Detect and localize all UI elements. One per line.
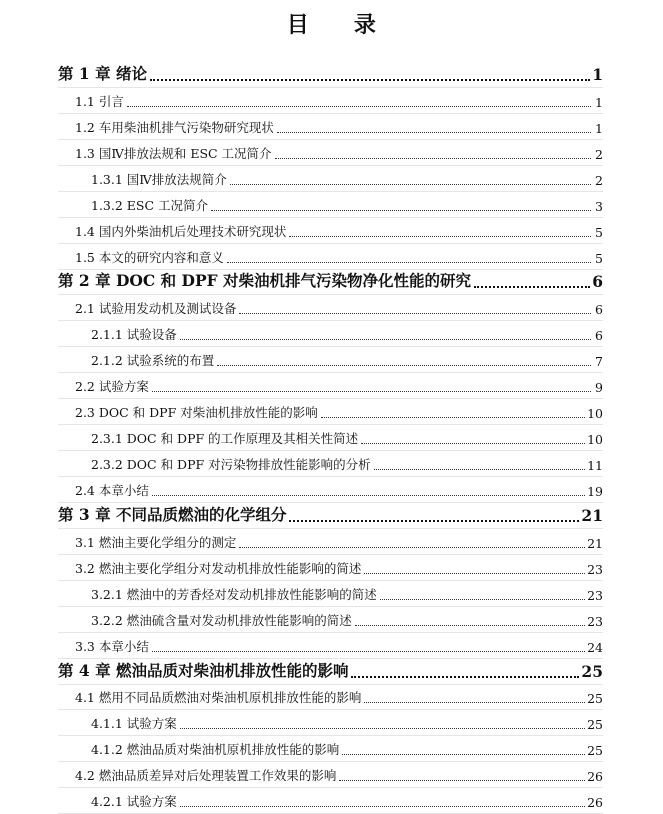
- toc-entry-label: 1.4 国内外柴油机后处理技术研究现状: [75, 223, 287, 239]
- dot-leader: [474, 286, 590, 288]
- toc-entry-page-number: 2: [595, 146, 603, 162]
- toc-entry[interactable]: [58, 555, 603, 581]
- toc-entry-label: 2.4 本章小结: [75, 482, 149, 498]
- toc-entry-page-number: 23: [587, 613, 603, 629]
- dot-leader: [239, 313, 591, 314]
- toc-entry-label: 2.3.1 DOC 和 DPF 的工作原理及其相关性简述: [91, 431, 359, 447]
- toc-entry[interactable]: [58, 373, 603, 399]
- dot-leader: [152, 651, 585, 652]
- toc-entry-page-number: 11: [587, 458, 603, 473]
- dot-leader: [217, 365, 591, 366]
- toc-entry[interactable]: [58, 295, 603, 321]
- dot-leader: [351, 676, 579, 678]
- dot-leader: [277, 132, 591, 133]
- toc-entry[interactable]: [58, 114, 603, 140]
- toc-entry[interactable]: [58, 710, 603, 736]
- toc-entry[interactable]: [58, 192, 603, 218]
- toc-entry[interactable]: [58, 140, 603, 166]
- dot-leader: [364, 702, 585, 703]
- toc-entry-page-number: 25: [587, 743, 603, 759]
- toc-entry[interactable]: [58, 88, 603, 114]
- toc-entry-label: 1.1 引言: [75, 93, 124, 109]
- dot-leader: [380, 599, 585, 600]
- dot-leader: [339, 780, 585, 781]
- toc-entry[interactable]: [58, 321, 603, 347]
- toc-entry-label: 第 1 章 绪论: [58, 63, 147, 83]
- dot-leader: [342, 754, 585, 755]
- dot-leader: [150, 79, 590, 81]
- toc-entry-label: 4.1.1 试验方案: [91, 716, 177, 732]
- toc-entry-label: 4.1 燃用不同品质燃油对柴油机原机排放性能的影响: [75, 690, 362, 706]
- toc-entry-page-number: 19: [587, 483, 603, 499]
- dot-leader: [227, 262, 591, 263]
- dot-leader: [180, 728, 585, 729]
- toc-entry-page-number: 24: [587, 639, 603, 655]
- toc-entry-page-number: 2: [595, 172, 603, 188]
- toc-entry-label: 1.3.1 国Ⅳ排放法规简介: [91, 171, 227, 187]
- toc-entry-label: 3.2.1 燃油中的芳香烃对发动机排放性能影响的简述: [91, 586, 377, 602]
- toc-entry-page-number: 26: [587, 769, 603, 785]
- toc-entry-page-number: 7: [595, 354, 603, 370]
- toc-entry[interactable]: [58, 581, 603, 607]
- dot-leader: [275, 158, 591, 159]
- toc-entry-label: 1.2 车用柴油机排气污染物研究现状: [75, 119, 274, 135]
- toc-entry[interactable]: [58, 347, 603, 373]
- toc-entry-page-number: 23: [587, 561, 603, 577]
- toc-entry[interactable]: [58, 166, 603, 192]
- dot-leader: [127, 106, 591, 107]
- toc-entry[interactable]: [58, 762, 603, 788]
- toc-entry-page-number: 5: [595, 224, 603, 240]
- toc-entry[interactable]: [58, 633, 603, 659]
- toc-entry-page-number: 25: [581, 661, 603, 681]
- toc-entry-label: 1.3 国Ⅳ排放法规和 ESC 工况简介: [75, 145, 272, 161]
- dot-leader: [361, 443, 585, 444]
- toc-entry-label: 2.3 DOC 和 DPF 对柴油机排放性能的影响: [75, 405, 318, 421]
- toc-entry-label: 2.3.2 DOC 和 DPF 对污染物排放性能影响的分析: [91, 457, 371, 472]
- toc-entry-label: 4.1.2 燃油品质对柴油机原机排放性能的影响: [91, 742, 340, 758]
- toc-entry-label: 第 3 章 不同品质燃油的化学组分: [58, 504, 287, 524]
- toc-entry-page-number: 1: [595, 94, 603, 110]
- toc-entry-page-number: 6: [592, 272, 603, 292]
- toc-entry[interactable]: [58, 244, 603, 270]
- toc-entry-page-number: 23: [587, 587, 603, 603]
- toc-entry-page-number: 6: [595, 302, 603, 318]
- toc-entry-page-number: 6: [595, 328, 603, 344]
- toc-entry[interactable]: [58, 399, 603, 425]
- toc-entry-label: 3.3 本章小结: [75, 638, 149, 654]
- toc-entry[interactable]: [58, 788, 603, 814]
- toc-entry[interactable]: [58, 477, 603, 503]
- toc-entry-page-number: 21: [587, 535, 603, 551]
- dot-leader: [211, 210, 591, 211]
- toc-entry-page-number: 3: [595, 198, 603, 214]
- toc-title: 目 录: [286, 12, 377, 38]
- toc-entry-page-number: 25: [587, 691, 603, 707]
- toc-entry-label: 2.1.2 试验系统的布置: [91, 353, 215, 369]
- toc-entry-label: 3.1 燃油主要化学组分的测定: [75, 534, 237, 550]
- toc-entry-page-number: 21: [581, 505, 603, 525]
- toc-entry-label: 4.2 燃油品质差异对后处理装置工作效果的影响: [75, 768, 337, 784]
- toc-entry[interactable]: [58, 425, 603, 451]
- toc-entry-label: 1.5 本文的研究内容和意义: [75, 249, 224, 265]
- toc-entry[interactable]: [58, 451, 603, 477]
- toc-entry[interactable]: [58, 659, 603, 685]
- toc-entry-label: 第 2 章 DOC 和 DPF 对柴油机排气污染物净化性能的研究: [58, 271, 472, 291]
- dot-leader: [374, 469, 585, 470]
- dot-leader: [321, 417, 585, 418]
- toc-entry-label: 3.2.2 燃油硫含量对发动机排放性能影响的简述: [91, 612, 352, 628]
- toc-entry-page-number: 26: [587, 795, 603, 811]
- toc-entry-page-number: 10: [587, 406, 603, 422]
- toc-entry-page-number: 1: [595, 120, 603, 136]
- toc-entry[interactable]: [58, 503, 603, 529]
- toc-entry-page-number: 5: [595, 250, 603, 266]
- toc-entry-page-number: 25: [587, 717, 603, 733]
- toc-entry-page-number: 1: [592, 64, 603, 84]
- toc-entry[interactable]: [58, 270, 603, 296]
- toc-entry[interactable]: [58, 218, 603, 244]
- toc-entry[interactable]: [58, 607, 603, 633]
- dot-leader: [239, 547, 585, 548]
- toc-entry-label: 4.2.1 试验方案: [91, 794, 177, 810]
- toc-entry-label: 2.1 试验用发动机及测试设备: [75, 301, 237, 317]
- dot-leader: [355, 625, 585, 626]
- toc-entry-page-number: 9: [595, 380, 603, 396]
- toc-entry[interactable]: [58, 62, 603, 88]
- toc-entry[interactable]: [58, 736, 603, 762]
- toc-entry[interactable]: [58, 685, 603, 711]
- toc-entry-page-number: 10: [587, 432, 603, 448]
- toc-entry-label: 1.3.2 ESC 工况简介: [91, 197, 209, 213]
- dot-leader: [289, 520, 579, 522]
- table-of-contents: [58, 62, 603, 814]
- toc-entry-label: 第 4 章 燃油品质对柴油机排放性能的影响: [58, 660, 349, 680]
- toc-entry[interactable]: [58, 529, 603, 555]
- dot-leader: [180, 339, 591, 340]
- dot-leader: [152, 391, 591, 392]
- dot-leader: [289, 236, 591, 237]
- toc-entry-label: 2.1.1 试验设备: [91, 327, 177, 343]
- dot-leader: [152, 495, 585, 496]
- toc-entry-label: 3.2 燃油主要化学组分对发动机排放性能影响的简述: [75, 560, 362, 576]
- toc-entry-label: 2.2 试验方案: [75, 379, 149, 395]
- dot-leader: [230, 184, 591, 185]
- dot-leader: [364, 573, 585, 574]
